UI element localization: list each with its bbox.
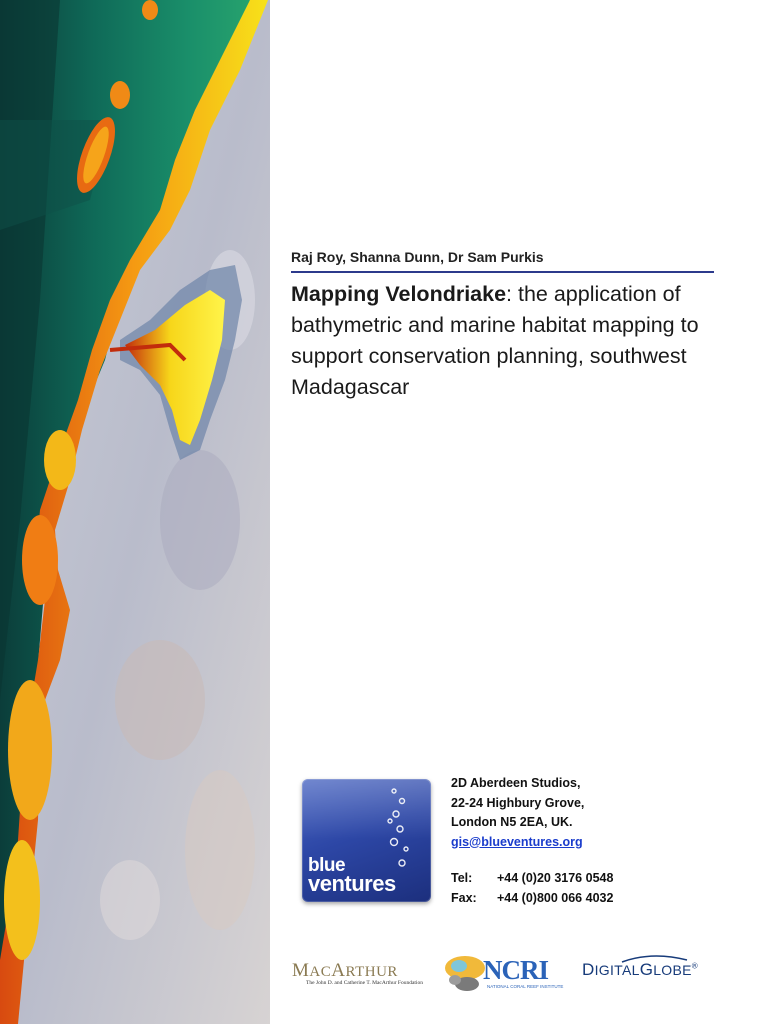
email-link[interactable]: gis@blueventures.org (451, 834, 583, 849)
tel-row (451, 869, 613, 889)
tel-number: +44 (0)20 3176 0548 (497, 871, 614, 885)
macarthur-subtitle: The John D. and Catherine T. MacArthur Foundation (306, 980, 423, 986)
fax-number: +44 (0)800 066 4032 (497, 890, 614, 905)
document-title (291, 279, 721, 403)
title-rest: : the application of bathymetric and marine habitat mapping to support conservation planning, southwest Madagascar (291, 282, 699, 399)
logo-word-blue: blue (308, 855, 346, 876)
coral-icon (443, 954, 487, 994)
address-line-2: 22-24 Highbury Grove, (451, 795, 585, 810)
blue-ventures-logo (302, 779, 431, 902)
logo-word-ventures: ventures (308, 871, 396, 896)
title-bold: Mapping Velondriake (291, 282, 507, 306)
digitalglobe-name: DIGITALGLOBE® (582, 960, 698, 979)
ncri-name: NCRI (483, 955, 549, 985)
authors: Raj Roy, Shanna Dunn, Dr Sam Purkis (291, 249, 544, 265)
fax-row (451, 889, 613, 909)
address-block (451, 774, 584, 852)
ncri-logo (443, 954, 563, 994)
satellite-map-image (0, 0, 270, 1024)
tel-label: Tel: (451, 871, 473, 885)
address-line-3: London N5 2EA, UK. (451, 815, 573, 829)
macarthur-name: MACARTHUR (292, 960, 398, 981)
contact-block (451, 869, 613, 908)
title-divider (291, 271, 714, 273)
macarthur-logo (292, 960, 423, 986)
ncri-subtitle: NATIONAL CORAL REEF INSTITUTE (487, 984, 564, 989)
fax-label: Fax: (451, 890, 477, 905)
digitalglobe-logo (582, 957, 712, 983)
address-line-1: 2D Aberdeen Studios, (451, 776, 581, 790)
